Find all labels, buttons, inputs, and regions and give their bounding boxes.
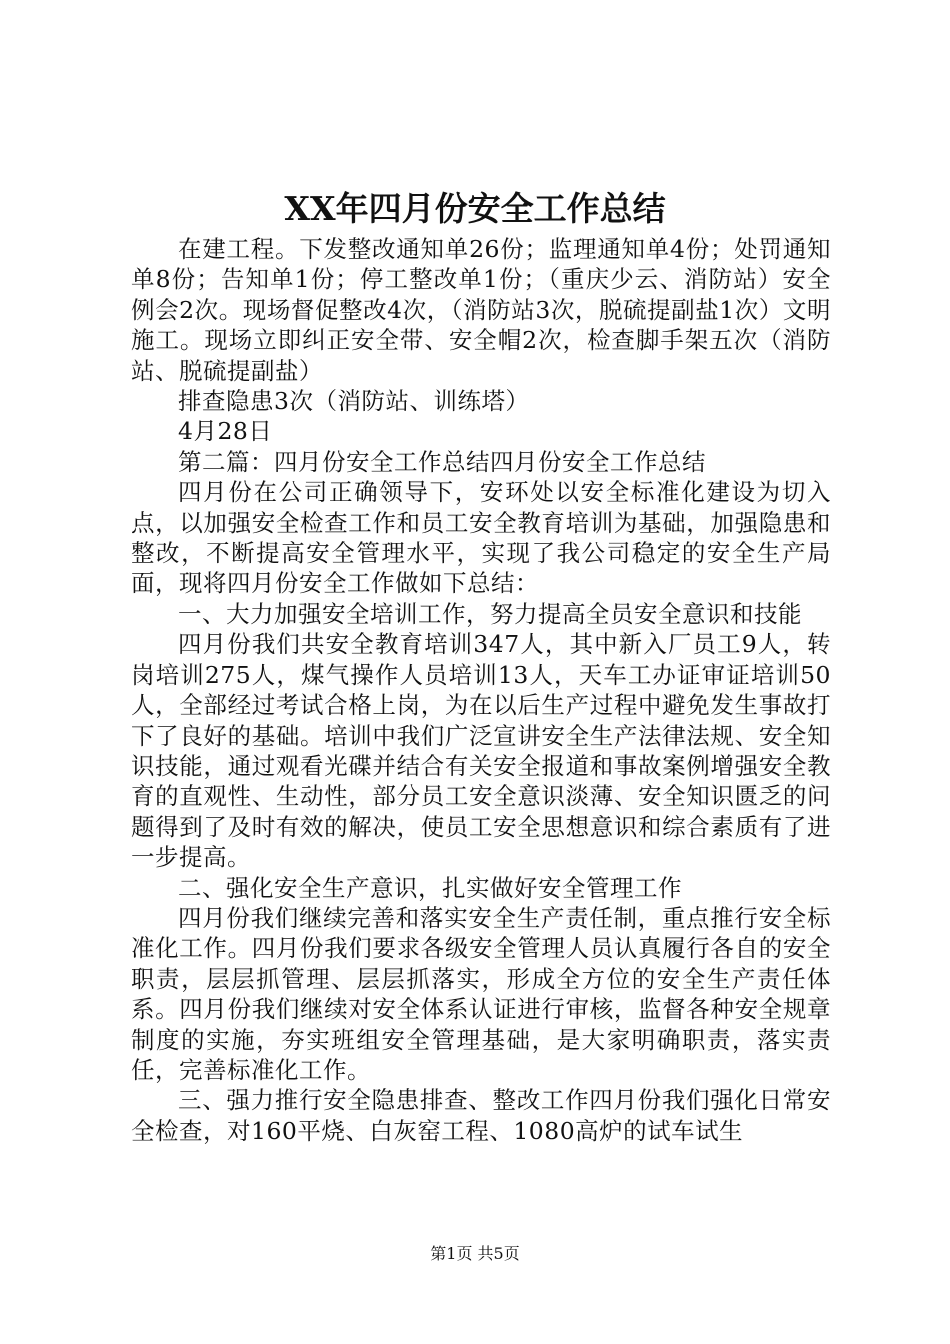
document-title: XX年四月份安全工作总结: [284, 189, 666, 228]
paragraph-construction-projects: 在建工程。下发整改通知单26份；监理通知单4份；处罚通知单8份；告知单1份；停工整改单1份；（重庆少云、消防站）安全例会2次。现场督促整改4次，（消防站3次，脱硫提副盐1次）文明施工。现场立即纠正安全带、安全帽2次，检查脚手架五次（消防站、脱硫提副盐）: [131, 235, 831, 385]
paragraph-second-article-heading: 第二篇：四月份安全工作总结四月份安全工作总结: [178, 447, 706, 476]
section-heading-1: 一、大力加强安全培训工作，努力提高全员安全意识和技能: [178, 599, 802, 628]
section-heading-3: 三、强力推行安全隐患排查、整改工作四月份我们强化日常安全检查，对160平烧、白灰窑工程、1080高炉的试车试生: [131, 1086, 831, 1145]
paragraph-intro: 四月份在公司正确领导下，安环处以安全标准化建设为切入点，以加强安全检查工作和员工安全教育培训为基础，加强隐患和整改，不断提高安全管理水平，实现了我公司稳定的安全生产局面，现将四月份安全工作做如下总结：: [131, 478, 831, 598]
section-heading-2: 二、强化安全生产意识，扎实做好安全管理工作: [178, 873, 682, 902]
paragraph-date: 4月28日: [178, 417, 273, 446]
paragraph-training: 四月份我们共安全教育培训347人，其中新入厂员工9人，转岗培训275人，煤气操作人员培训13人，天车工办证审证培训50人，全部经过考试合格上岗，为在以后生产过程中避免发生事故打下了良好的基础。培训中我们广泛宣讲安全生产法律法规、安全知识技能，通过观看光碟并结合有关安全报道和事故案例增强安全教育的直观性、生动性，部分员工安全意识淡薄、安全知识匮乏的问题得到了及时有效的解决，使员工安全思想意识和综合素质有了进一步提高。: [131, 630, 831, 872]
paragraph-responsibility: 四月份我们继续完善和落实安全生产责任制，重点推行安全标准化工作。四月份我们要求各级安全管理人员认真履行各自的安全职责，层层抓管理、层层抓落实，形成全方位的安全生产责任体系。四月份我们继续对安全体系认证进行审核，监督各种安全规章制度的实施，夯实班组安全管理基础，是大家明确职责，落实责任，完善标准化工作。: [131, 903, 831, 1084]
page-footer: 第1页 共5页: [430, 1244, 520, 1263]
paragraph-hazard-check: 排查隐患3次（消防站、训练塔）: [178, 387, 530, 416]
document-body: [131, 234, 831, 1146]
